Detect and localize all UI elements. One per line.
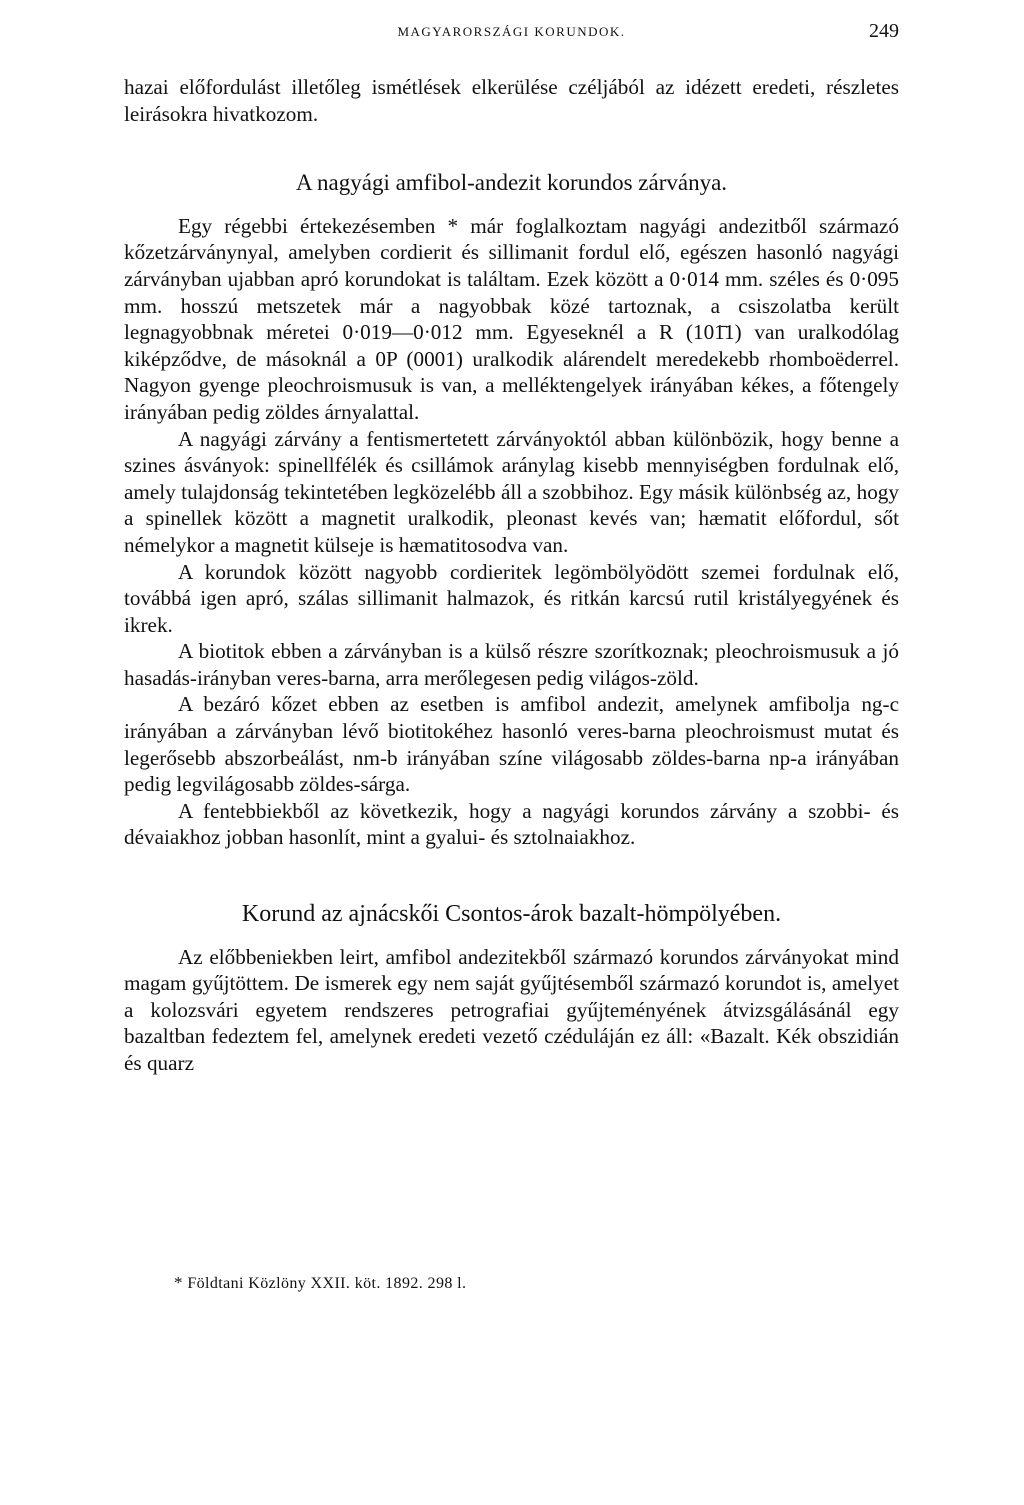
section-heading-ajnacsko: Korund az ajnácskői Csontos-árok bazalt-hömpölyében. [241, 901, 782, 928]
paragraph: A fentebbiekből az következik, hogy a nagyági korundos zárvány a szobbi- és dévaiakhoz jobban hasonlít, mint a gyalui- és sztolnaiakhoz. [124, 798, 899, 850]
running-title: MAGYARORSZÁGI KORUNDOK. [397, 24, 626, 39]
paragraph: A korundok között nagyobb cordieritek legömbölyödött szemei fordulnak elő, továbbá igen apró, szálas sillimanit halmazok, és ritkán karcsú rutil kristályegyének és ikrek. [124, 559, 899, 637]
section-heading-nagyag: A nagyági amfibol-andezit korundos zárványa. [295, 170, 728, 196]
footnote [174, 1273, 466, 1293]
page-number: 249 [869, 20, 899, 42]
paragraph: Egy régebbi értekezésemben * már foglalkoztam nagyági andezitből származó kőzetzárványnyal, amelyben cordierit és sillimanit fordul elő, egészen hasonló nagyági zárványban ujabban apró korundokat is találtam. Ezek között a 0·014 mm. széles és 0·095 mm. hosszú metszetek már a nagyobbak közé tartoznak, a csiszolatba került legnagyobbnak méretei 0·019—0·012 mm. Egyeseknél a R (101̄1) van uralkodólag kiképződve, de másoknál a 0P (0001) uralkodik alárendelt meredekebb rhomboëderrel. Nagyon gyenge pleochroismusuk is van, a melléktengelyek irányában kékes, a főtengely irányában pedig zöldes árnyalattal. [124, 213, 899, 424]
running-head [124, 20, 899, 44]
footnote-marker: * [174, 1273, 183, 1292]
paragraph: A nagyági zárvány a fentismertetett zárványoktól abban különbözik, hogy benne a szines ásványok: spinellfélék és csillámok aránylag kisebb mennyiségben fordulnak elő, amely tulajdonság tekintetében legközelébb áll a szobbihoz. Egy másik különbség az, hogy a spinellek között a magnetit uralkodik, pleonast kevés van; hæmatit előfordul, sőt némelykor a magnetit külseje is hæmatitosodva van. [124, 426, 899, 557]
paragraph: A biotitok ebben a zárványban is a külső részre szorítkoznak; pleochroismusuk a jó hasadás-irányban veres-barna, arra merőlegesen pedig világos-zöld. [124, 639, 899, 690]
paragraph: Az előbbeniekben leirt, amfibol andezitekből származó korundos zárványokat mind magam gyűjtöttem. De ismerek egy nem saját gyűjtésemből származó korundot is, amelyet a kolozsvári egyetem rendszeres petrografiai gyűjteményének átvizsgálásánál egy bazaltban fedeztem fel, amelynek eredeti vezető czéduláján ez áll: «Bazalt. Kék obszidián és quarz [124, 944, 899, 1075]
paragraph-continued: hazai előfordulást illetőleg ismétlések elkerülése czéljából az idézett eredeti, részletes leirásokra hivatkozom. [124, 75, 899, 126]
paragraph: A bezáró kőzet ebben az esetben is amfibol andezit, amelynek amfibolja ng-c irányában a zárványban lévő biotitokéhez hasonló veres-barna pleochroismust mutat és legerősebb abszorbeálást, nm-b irányában színe világosabb zöldes-barna np-a irányában pedig legvilágosabb zöldes-sárga. [124, 692, 899, 797]
page-body [124, 74, 899, 1077]
footnote-text: Földtani Közlöny XXII. köt. 1892. 298 l. [187, 1275, 467, 1292]
